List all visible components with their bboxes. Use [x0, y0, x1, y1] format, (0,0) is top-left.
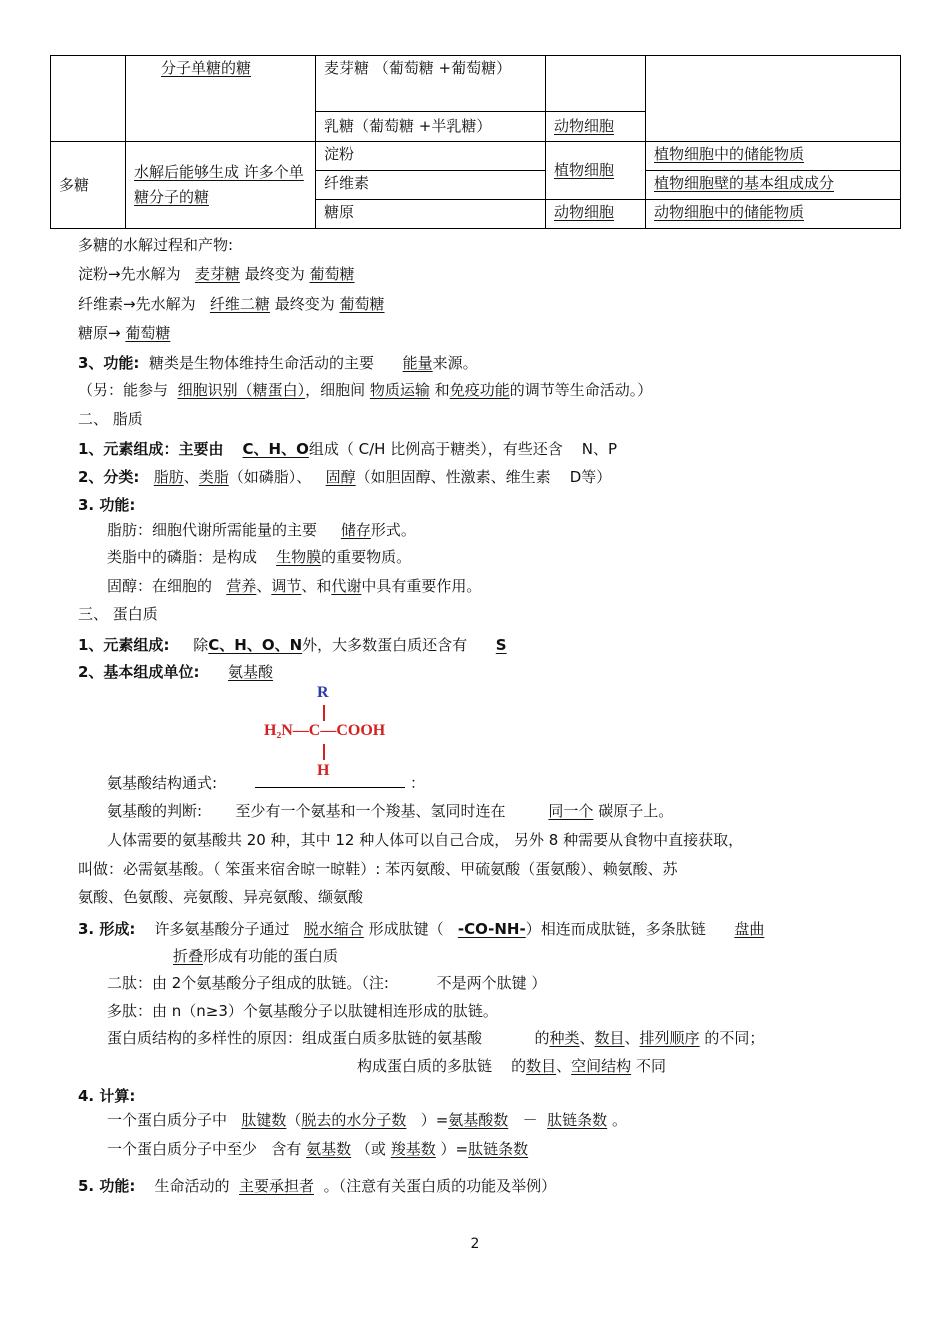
text-line: 氨基酸结构通式: ：	[107, 774, 426, 792]
formula-backbone: H₂N—C—COOH	[264, 722, 386, 739]
table-cell: 纤维素	[316, 171, 546, 200]
text-line: 人体需要的氨基酸共 20 种，其中 12 种人体可以自己合成， 另外 8 种需要从食物中直接获取，	[107, 831, 744, 849]
section-heading: 三、 蛋白质	[78, 605, 158, 623]
cell-text: 水解后能够生成 许多个单糖分子的糖	[134, 162, 304, 206]
text-line: 3. 形成: 许多氨基酸分子通过 脱水缩合 形成肽键（ -CO-NH-）相连而成肽链，多条肽链 盘曲	[78, 920, 765, 938]
cell-text: 动物细胞中的储能物质	[654, 203, 805, 221]
page-number: 2	[470, 1236, 480, 1252]
text-line: 1、元素组成：主要由 C、H、O组成（ C/H 比例高于糖类），有些还含 N、P	[78, 440, 618, 458]
table-row	[51, 142, 901, 171]
text-line: 二肽：由 2个氨基酸分子组成的肽链。（注: 不是两个肽键 ）	[107, 974, 547, 992]
table-cell: 乳糖（葡萄糖 +半乳糖）	[316, 112, 546, 142]
text-line: 纤维素→先水解为 纤维二糖 最终变为 葡萄糖	[78, 295, 385, 313]
text-line: 叫做：必需氨基酸。（ 笨蛋来宿舍晾一晾鞋）: 苯丙氨酸、甲硫氨酸（蛋氨酸）、赖氨酸、苏	[78, 860, 678, 878]
table-cell	[126, 56, 316, 142]
table-cell	[546, 142, 646, 200]
table-cell: 多糖	[51, 142, 126, 229]
text-line: 3、功能: 糖类是生物体维持生命活动的主要 能量来源。	[78, 354, 478, 372]
text-line: 脂肪：细胞代谢所需能量的主要 储存形式。	[107, 521, 416, 539]
table-cell: 糖原	[316, 200, 546, 229]
text-line: 5. 功能: 生命活动的 主要承担者 。（注意有关蛋白质的功能及举例）	[78, 1177, 557, 1195]
table-cell	[646, 56, 901, 142]
text-line: 2、基本组成单位: 氨基酸	[78, 663, 274, 681]
text-line: 1、元素组成: 除C、H、O、N外，大多数蛋白质还含有 S	[78, 636, 507, 654]
text-line: 糖原→ 葡萄糖	[78, 324, 171, 342]
r-group-label: R	[317, 684, 329, 701]
text-line: 氨基酸的判断: 至少有一个氨基和一个羧基、氢同时连在 同一个 碳原子上。	[107, 802, 674, 820]
section-heading: 二、 脂质	[78, 410, 143, 428]
bond-line	[323, 705, 325, 721]
text-line: 折叠形成有功能的蛋白质	[173, 947, 339, 965]
bond-line	[323, 744, 325, 760]
cell-text: 植物细胞中的储能物质	[654, 145, 805, 163]
table-row	[51, 56, 901, 112]
cell-text: 动物细胞	[554, 117, 615, 136]
cell-text: 动物细胞	[554, 203, 615, 221]
amino-acid-structure-formula	[262, 684, 402, 784]
table-cell	[646, 171, 901, 200]
cell-text: 植物细胞	[554, 161, 615, 180]
table-cell	[126, 142, 316, 229]
text-line: 一个蛋白质分子中 肽键数（脱去的水分子数 ）=氨基酸数 － 肽链条数 。	[107, 1111, 627, 1129]
text-line: 多肽：由 n（n≥3）个氨基酸分子以肽键相连形成的肽链。	[107, 1002, 498, 1020]
text-line: 多糖的水解过程和产物:	[78, 236, 234, 254]
table-cell: 麦芽糖 （葡萄糖 +葡萄糖）	[316, 56, 546, 112]
table-cell	[646, 200, 901, 229]
text-line: 氨酸、色氨酸、亮氨酸、异亮氨酸、缬氨酸	[78, 888, 364, 906]
text-line: 类脂中的磷脂：是构成 生物膜的重要物质。	[107, 548, 412, 566]
sugar-table	[50, 55, 901, 229]
text-line: 4. 计算:	[78, 1087, 136, 1105]
table-cell	[51, 56, 126, 142]
cell-text: 植物细胞壁的基本组成成分	[654, 174, 835, 192]
h-atom-label: H	[317, 762, 330, 779]
text-line: 3. 功能:	[78, 496, 136, 514]
text-line: 一个蛋白质分子中至少 含有 氨基数 （或 羧基数 ）=肽链条数	[107, 1140, 529, 1158]
text-line: 2、分类: 脂肪、类脂（如磷脂）、 固醇（如胆固醇、性激素、维生素 D等）	[78, 468, 612, 486]
table-cell: 淀粉	[316, 142, 546, 171]
table-cell	[646, 142, 901, 171]
text-line: （另：能参与 细胞识别（糖蛋白），细胞间 物质运输 和免疫功能的调节等生命活动。）	[78, 381, 653, 399]
cell-text: 分子单糖的糖	[161, 59, 252, 77]
text-line: 蛋白质结构的多样性的原因：组成蛋白质多肽链的氨基酸 的种类、数目、排列顺序 的不同；	[107, 1029, 765, 1047]
table-cell	[546, 112, 646, 142]
blank-line	[255, 773, 405, 788]
table-cell	[546, 200, 646, 229]
text-line: 构成蛋白质的多肽链 的数目、空间结构 不同	[357, 1057, 666, 1075]
text-line: 固醇：在细胞的 营养、调节、和代谢中具有重要作用。	[107, 577, 482, 595]
text-line: 淀粉→先水解为 麦芽糖 最终变为 葡萄糖	[78, 265, 355, 283]
table-cell	[546, 56, 646, 112]
